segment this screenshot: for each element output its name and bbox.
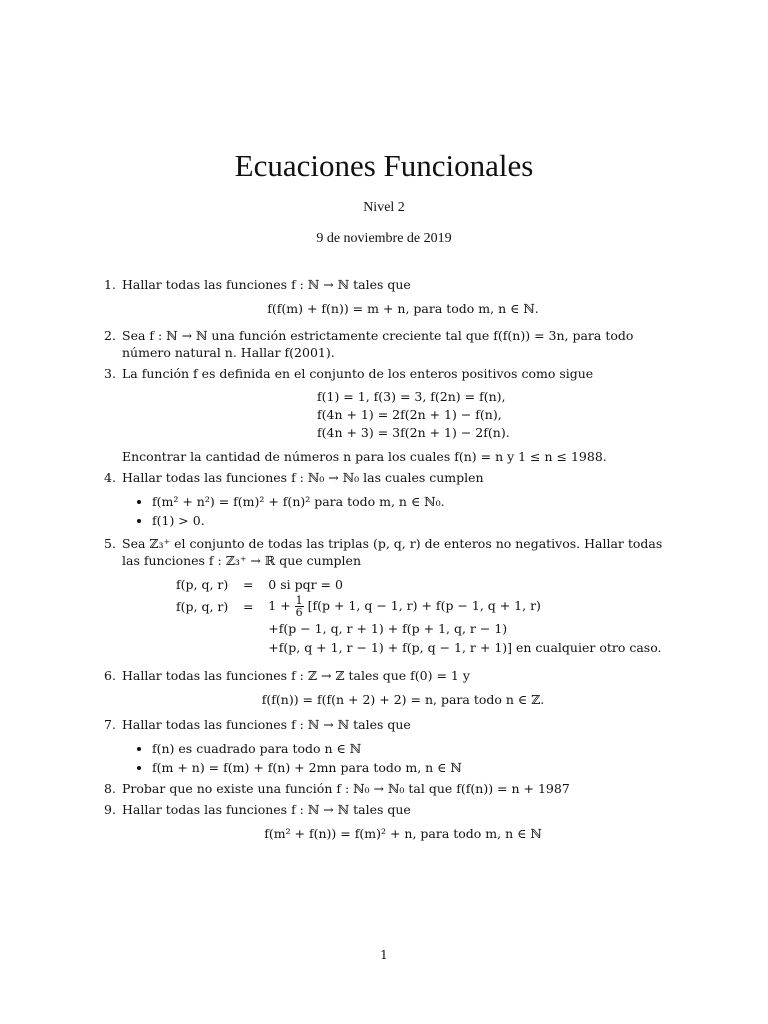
problem-text: Hallar todas las funciones f : ℕ₀ → ℕ₀ las cuales cumplen: [122, 470, 484, 485]
problem-number: 2.: [104, 328, 116, 343]
display-equation: f(f(n)) = f(f(n + 2) + 2) = n, para todo n ∈ ℤ.: [261, 692, 545, 707]
problem-text: Hallar todas las funciones f : ℕ → ℕ tales que: [122, 802, 411, 817]
fraction: [295, 595, 304, 618]
system-equals: =: [243, 599, 254, 614]
document-title: Ecuaciones Funcionales: [234, 148, 534, 183]
system-rhs: 0 si pqr = 0: [268, 577, 343, 592]
page-number: 1: [380, 948, 388, 962]
rhs-prefix: 1 +: [268, 598, 291, 613]
problem-question: Encontrar la cantidad de números n para los cuales f(n) = n y 1 ≤ n ≤ 1988.: [122, 449, 607, 464]
display-equation: f(f(m) + f(n)) = m + n, para todo m, n ∈ ℕ.: [267, 301, 539, 316]
condition-item: • f(m + n) = f(m) + f(n) + 2mn para todo m, n ∈ ℕ: [152, 759, 684, 776]
problem-text: Sea f : ℕ → ℕ una función estrictamente creciente tal que f(f(n)) = 3n, para todo número natural n. Hallar f(2001).: [122, 328, 634, 360]
problem-2: [104, 327, 684, 361]
equation-system: [122, 388, 684, 442]
problem-number: 4.: [104, 470, 116, 485]
rhs-rest: [f(p + 1, q − 1, r) + f(p − 1, q + 1, r): [307, 598, 541, 613]
date-subtitle: 9 de noviembre de 2019: [316, 231, 452, 246]
problem-9: [104, 801, 684, 842]
problem-text: Hallar todas las funciones f : ℤ → ℤ tales que f(0) = 1 y: [122, 668, 470, 683]
system-rhs: [264, 594, 665, 619]
condition-item: • f(n) es cuadrado para todo n ∈ ℕ: [152, 740, 684, 757]
condition-item: • f(1) > 0.: [152, 512, 684, 529]
problem-number: 7.: [104, 717, 116, 732]
level-subtitle: Nivel 2: [363, 200, 405, 215]
problem-list: [104, 276, 684, 848]
problem-number: 3.: [104, 366, 116, 381]
problem-5: [104, 535, 684, 657]
system-equals: =: [243, 577, 254, 592]
problem-3: [104, 365, 684, 465]
problem-7: [104, 716, 684, 776]
system-lhs: f(p, q, r): [176, 599, 229, 614]
problem-text: Hallar todas las funciones f : ℕ → ℕ tales que: [122, 717, 411, 732]
display-equation: f(m² + f(n)) = f(m)² + n, para todo m, n ∈ ℕ: [264, 826, 542, 841]
condition-item: • f(m² + n²) = f(m)² + f(n)² para todo m, n ∈ ℕ₀.: [152, 493, 684, 510]
problem-number: 6.: [104, 668, 116, 683]
equation-line: f(1) = 1, f(3) = 3, f(2n) = f(n),: [317, 389, 506, 404]
problem-number: 9.: [104, 802, 116, 817]
problem-4: [104, 469, 684, 529]
fraction-numerator: 1: [295, 594, 303, 607]
system-continuation: +f(p, q + 1, r − 1) + f(p, q − 1, r + 1)] en cualquier otro caso.: [268, 640, 662, 655]
problem-8: [104, 780, 684, 797]
equation-line: f(4n + 1) = 2f(2n + 1) − f(n),: [317, 407, 502, 422]
problem-text: Probar que no existe una función f : ℕ₀ → ℕ₀ tal que f(f(n)) = n + 1987: [122, 781, 570, 796]
problem-number: 1.: [104, 277, 116, 292]
condition-list: [122, 493, 684, 529]
problem-number: 8.: [104, 781, 116, 796]
recurrence-system: [172, 575, 666, 657]
problem-text: Sea ℤ₃⁺ el conjunto de todas las triplas (p, q, r) de enteros no negativos. Hallar todas las funciones f : ℤ₃⁺ → ℝ que cumplen: [122, 536, 663, 568]
fraction-denominator: 6: [295, 606, 303, 619]
problem-text: Hallar todas las funciones f : ℕ → ℕ tales que: [122, 277, 411, 292]
problem-1: [104, 276, 684, 317]
problem-6: [104, 667, 684, 708]
equation-line: f(4n + 3) = 3f(2n + 1) − 2f(n).: [317, 425, 510, 440]
system-lhs: f(p, q, r): [176, 577, 229, 592]
problem-text: La función f es definida en el conjunto de los enteros positivos como sigue: [122, 366, 594, 381]
problem-number: 5.: [104, 536, 116, 551]
system-continuation: +f(p − 1, q, r + 1) + f(p + 1, q, r − 1): [268, 621, 508, 636]
condition-list: [122, 740, 684, 776]
